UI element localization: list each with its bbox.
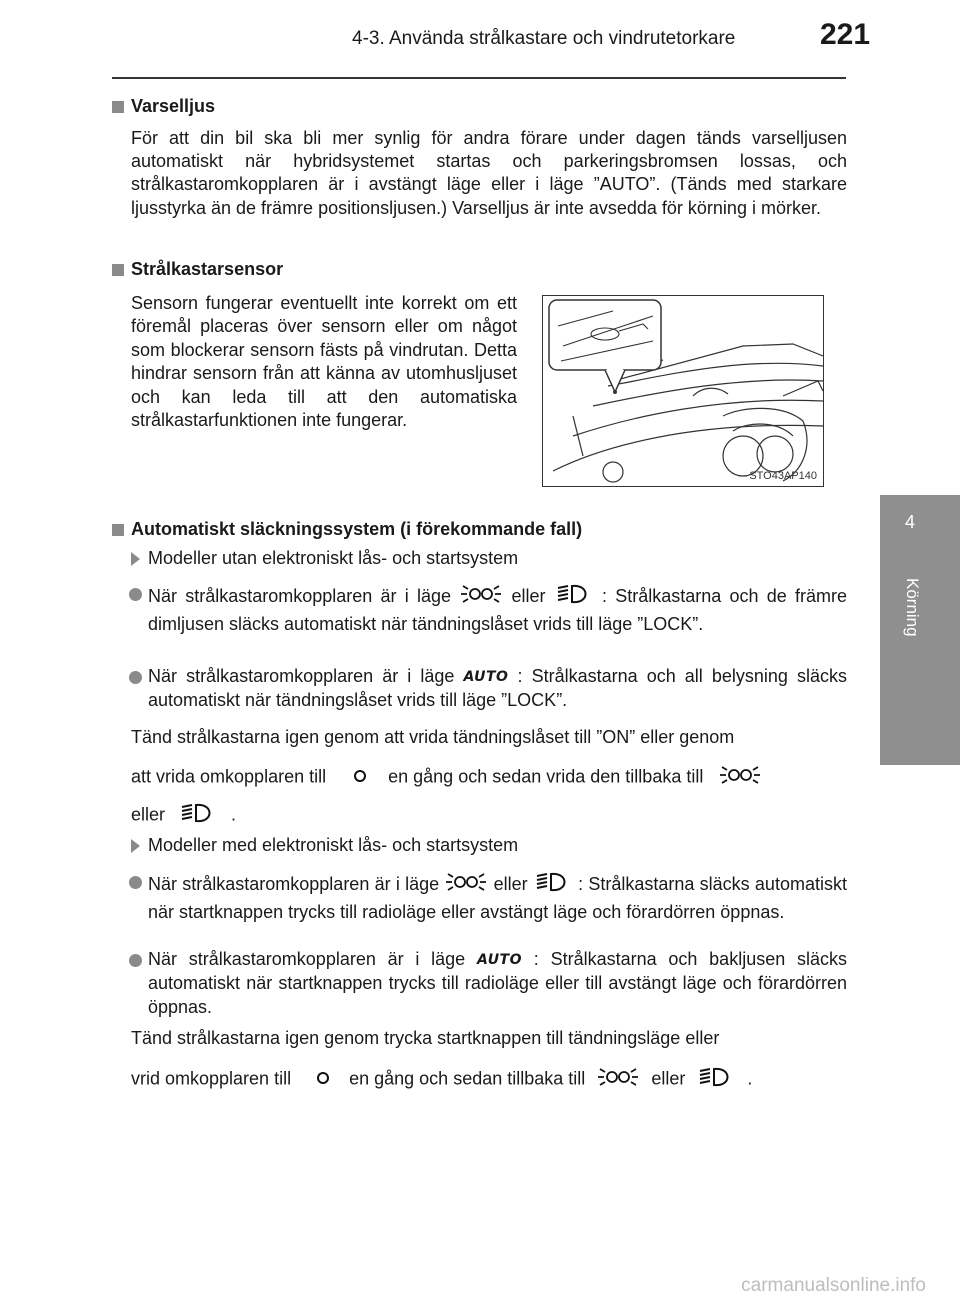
bullet-without-smart-2 xyxy=(131,665,847,713)
tail-light-icon xyxy=(459,583,503,612)
section-heading-auto-off xyxy=(112,519,582,540)
triangle-bullet-icon xyxy=(131,839,140,853)
text: en gång och sedan tillbaka till xyxy=(349,1068,586,1089)
header-divider xyxy=(112,77,846,79)
page-number: 221 xyxy=(820,18,871,51)
without-smart-paragraph-2 xyxy=(131,764,762,791)
heading-text: Automatiskt släckningssystem (i förekommande fall) xyxy=(131,519,583,539)
round-bullet-icon xyxy=(129,954,142,967)
text: vrid omkopplaren till xyxy=(131,1068,292,1089)
chapter-tab-number: 4 xyxy=(904,512,915,532)
text: : Strålkastarna och bakljusen släcks automatiskt när startknappen trycks till radioläge eller till avstängt läge och förardörren öppnas. xyxy=(148,949,847,1017)
section-heading-varselljus xyxy=(112,96,215,117)
text: eller xyxy=(493,874,528,894)
tail-light-icon xyxy=(718,764,762,791)
varselljus-body: För att din bil ska bli mer synlig för andra förare under dagen tänds varselljusen automatiskt när hybridsystemet startas och parkeringsbromsen lossas, och strålkastaromkopplaren är i avstängt läge eller i läge ”AUTO”. (Tänds med starkare ljusstyrka än de främre positionsljusen.) Varselljus är inte avsedda för körning i mörker. xyxy=(131,128,847,218)
text: När strålkastaromkopplaren är i läge xyxy=(148,949,466,969)
square-bullet-icon xyxy=(112,524,124,536)
text: . xyxy=(231,804,237,825)
bullet-with-smart-1 xyxy=(131,870,847,924)
text: När strålkastaromkopplaren är i läge xyxy=(148,874,440,894)
figure-code: STO43AP140 xyxy=(749,470,817,482)
sensor-body: Sensorn fungerar eventuellt inte korrekt om ett föremål placeras över sensorn eller om något som blockerar sensorn fästs på vindrutan. Detta hindrar sensorn från att känna av utomhusljuset och kan leda till att den automatiska strålkastarfunktionen inte fungerar. xyxy=(131,293,517,431)
triangle-bullet-icon xyxy=(131,552,140,566)
headlight-icon xyxy=(554,582,594,613)
text: : Strålkastarna släcks automatiskt när startknappen trycks till radioläge eller avstängt läge och förardörren öppnas. xyxy=(148,874,847,922)
headlight-icon xyxy=(178,801,218,830)
headlight-icon xyxy=(696,1065,736,1094)
subsection-with-smart xyxy=(131,835,518,856)
text: eller xyxy=(131,804,166,825)
subsection-title: Modeller utan elektroniskt lås- och startsystem xyxy=(148,548,519,568)
text: eller xyxy=(651,1068,686,1089)
text: . xyxy=(747,1068,753,1089)
chapter-tab-label: Körning xyxy=(903,578,922,637)
bullet-with-smart-2 xyxy=(131,948,847,1019)
text: att vrida omkopplaren till xyxy=(131,766,327,787)
without-smart-paragraph-3 xyxy=(131,801,236,830)
round-bullet-icon xyxy=(129,876,142,889)
off-position-icon xyxy=(316,1069,330,1090)
header-section-title: 4-3. Använda strålkastare och vindrutetorkare xyxy=(352,28,736,49)
tail-light-icon xyxy=(444,871,488,900)
round-bullet-icon xyxy=(129,588,142,601)
subsection-title: Modeller med elektroniskt lås- och startsystem xyxy=(148,835,519,855)
section-heading-sensor xyxy=(112,259,283,280)
round-bullet-icon xyxy=(129,671,142,684)
headlight-icon xyxy=(533,870,573,901)
text: en gång och sedan vrida den tillbaka till xyxy=(388,766,704,787)
with-smart-paragraph-1: Tänd strålkastarna igen genom trycka startknappen till tändningsläge eller xyxy=(131,1028,720,1048)
square-bullet-icon xyxy=(112,264,124,276)
text: eller xyxy=(511,586,546,606)
dashboard-sensor-figure xyxy=(542,295,824,487)
watermark: carmanualsonline.info xyxy=(741,1275,926,1296)
text: : Strålkastarna och all belysning släcks automatiskt när tändningslåset vrids till läge ”LOCK”. xyxy=(148,666,847,710)
heading-text: Varselljus xyxy=(131,96,216,116)
dashboard-illustration xyxy=(543,296,823,486)
subsection-without-smart xyxy=(131,548,518,569)
without-smart-paragraph-1: Tänd strålkastarna igen genom att vrida tändningslåset till ”ON” eller genom xyxy=(131,727,735,747)
square-bullet-icon xyxy=(112,101,124,113)
auto-mode-icon: AUTO xyxy=(463,668,509,685)
bullet-without-smart-1 xyxy=(131,582,847,636)
heading-text: Strålkastarsensor xyxy=(131,259,284,279)
tail-light-icon xyxy=(596,1066,640,1093)
text: : Strålkastarna och de främre dimljusen släcks automatiskt när tändningslåset vrids till läge ”LOCK”. xyxy=(148,586,847,634)
with-smart-paragraph-2 xyxy=(131,1065,752,1094)
text: När strålkastaromkopplaren är i läge xyxy=(148,586,452,606)
text: När strålkastaromkopplaren är i läge xyxy=(148,666,455,686)
off-position-icon xyxy=(353,767,367,788)
auto-mode-icon: AUTO xyxy=(476,951,523,968)
